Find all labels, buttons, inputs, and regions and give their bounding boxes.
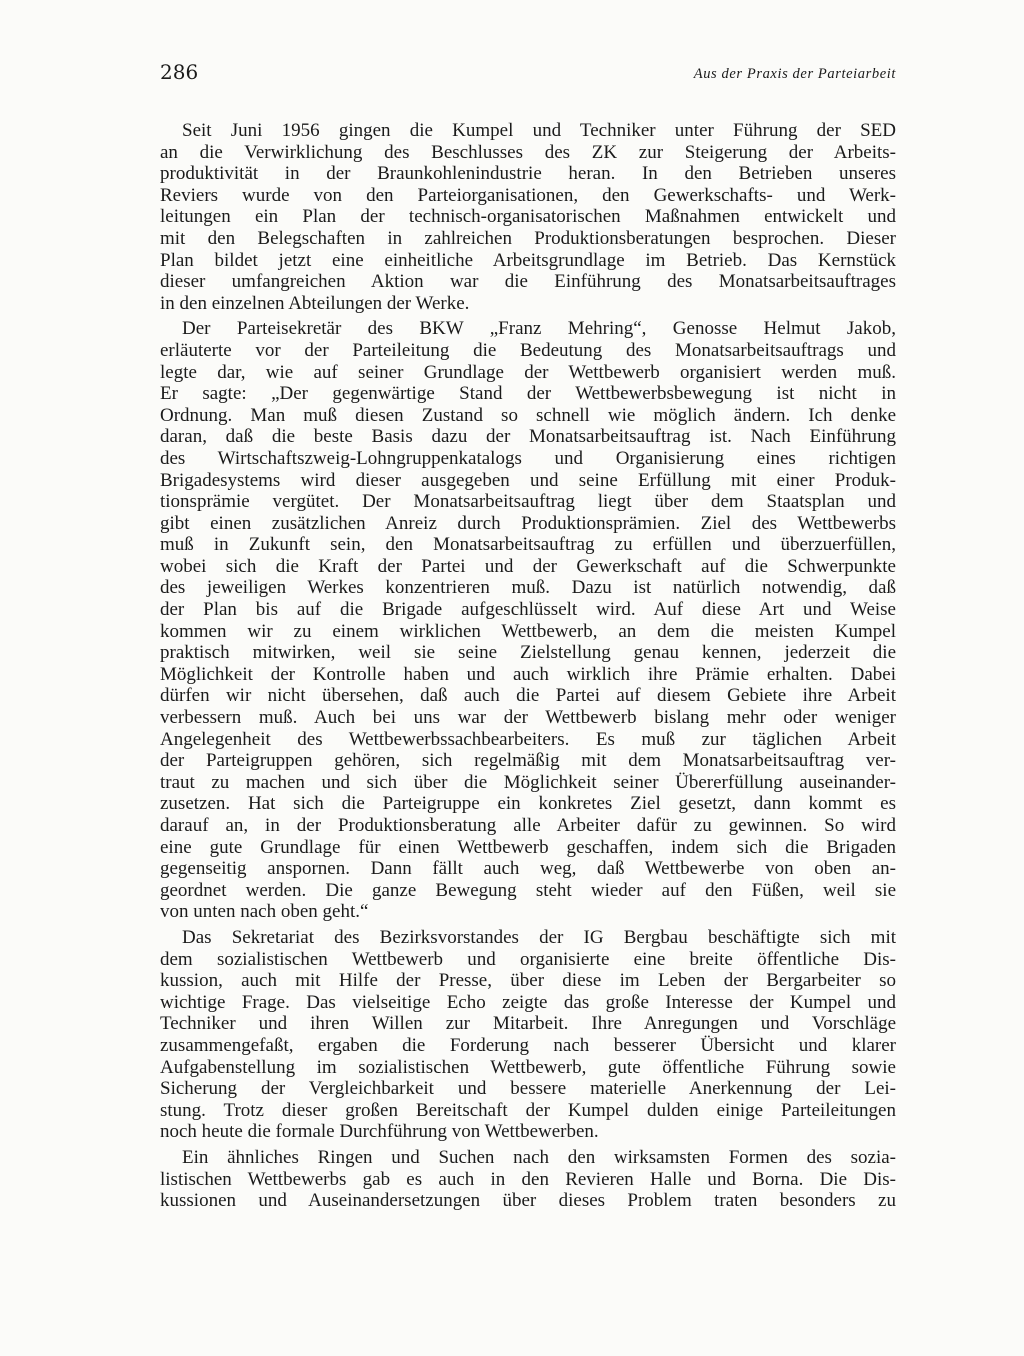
text-line: kommen wir zu einem wirklichen Wettbewerb, an dem die meisten Kumpel [160, 620, 896, 642]
text-line: zusetzen. Hat sich die Parteigruppe ein konkretes Ziel gesetzt, dann kommt es [160, 793, 896, 815]
text-line: Angelegenheit des Wettbewerbssachbearbeiters. Es muß zur täglichen Arbeit [160, 728, 896, 750]
text-line: muß in Zukunft sein, den Monatsarbeitsauftrag zu erfüllen und überzuerfüllen, [160, 534, 896, 556]
body-text [160, 120, 896, 1212]
text-line: mit den Belegschaften in zahlreichen Produktionsberatungen besprochen. Dieser [160, 227, 896, 249]
text-line: daran, daß die beste Basis dazu der Monatsarbeitsauftrag ist. Nach Einführung [160, 426, 896, 448]
paragraph [160, 120, 896, 314]
text-line: in den einzelnen Abteilungen der Werke. [160, 292, 470, 314]
running-title: Aus der Praxis der Parteiarbeit [693, 66, 896, 82]
text-line: Das Sekretariat des Bezirksvorstandes der IG Bergbau beschäftigte sich mit [182, 926, 896, 948]
text-line: verbessern muß. Auch bei uns war der Wettbewerb bislang mehr oder weniger [160, 707, 896, 729]
text-line: der Parteigruppen gehören, sich regelmäßig mit dem Monatsarbeitsauftrag ver- [160, 750, 896, 772]
text-line: dem sozialistischen Wettbewerb und organisierte eine breite öffentliche Dis- [160, 948, 896, 970]
paragraph [160, 927, 896, 1143]
text-line: Techniker und ihren Willen zur Mitarbeit. Ihre Anregungen und Vorschläge [160, 1013, 896, 1035]
text-line: gibt einen zusätzlichen Anreiz durch Produktionsprämien. Ziel des Wettbewerbs [160, 512, 896, 534]
page-number: 286 [160, 60, 199, 84]
text-line: geordnet werden. Die ganze Bewegung steht wieder auf den Füßen, weil sie [160, 879, 896, 901]
text-line: Reviers wurde von den Parteiorganisationen, den Gewerkschafts- und Werk- [160, 184, 896, 206]
text-line: noch heute die formale Durchführung von Wettbewerben. [160, 1121, 599, 1143]
text-line: Brigadesystems wird dieser ausgegeben und seine Erfüllung mit einer Produk- [160, 469, 896, 491]
text-line: praktisch mitwirken, weil sie seine Zielstellung genau kennen, jederzeit die [160, 642, 896, 664]
text-line: kussion, auch mit Hilfe der Presse, über diese im Leben der Bergarbeiter so [160, 970, 896, 992]
page-header [160, 60, 896, 90]
text-line: des jeweiligen Werkes konzentrieren muß. Dazu ist natürlich notwendig, daß [160, 577, 896, 599]
text-line: zusammengefaßt, ergaben die Forderung nach besserer Übersicht und klarer [160, 1034, 896, 1056]
text-line: produktivität in der Braunkohlenindustrie heran. In den Betrieben unseres [160, 163, 896, 185]
text-line: wichtige Frage. Das vielseitige Echo zeigte das große Interesse der Kumpel und [160, 991, 896, 1013]
text-line: kussionen und Auseinandersetzungen über dieses Problem traten besonders zu [160, 1190, 896, 1212]
text-line: leitungen ein Plan der technisch-organisatorischen Maßnahmen entwickelt und [160, 206, 896, 228]
text-line: von unten nach oben geht.“ [160, 901, 369, 923]
text-line: dürfen wir nicht übersehen, daß auch die Partei auf diesem Gebiete ihre Arbeit [160, 685, 896, 707]
text-line: stung. Trotz dieser großen Bereitschaft der Kumpel dulden einige Parteileitungen [160, 1099, 896, 1121]
text-line: Aufgabenstellung im sozialistischen Wettbewerb, gute öffentliche Führung sowie [160, 1056, 896, 1078]
text-line: Plan bildet jetzt eine einheitliche Arbeitsgrundlage im Betrieb. Das Kernstück [160, 249, 896, 271]
paragraph [160, 1147, 896, 1212]
text-line: legte dar, wie auf seiner Grundlage der Wettbewerb organisiert werden muß. [160, 361, 896, 383]
paragraph [160, 318, 896, 923]
text-line: dieser umfangreichen Aktion war die Einführung des Monatsarbeitsauftrages [160, 271, 896, 293]
text-line: wobei sich die Kraft der Partei und der Gewerkschaft auf die Schwerpunkte [160, 555, 896, 577]
text-line: listischen Wettbewerbs gab es auch in den Revieren Halle und Borna. Die Dis- [160, 1168, 896, 1190]
text-line: Er sagte: „Der gegenwärtige Stand der Wettbewerbsbewegung ist nicht in [160, 383, 896, 405]
text-line: darauf an, in der Produktionsberatung alle Arbeiter dafür zu gewinnen. So wird [160, 815, 896, 836]
text-line: des Wirtschaftszweig-Lohngruppenkatalogs und Organisierung eines richtigen [160, 447, 896, 469]
text-line: erläuterte vor der Parteileitung die Bedeutung des Monatsarbeitsauftrags und [160, 339, 896, 361]
text-line: gegenseitig anspornen. Dann fällt auch weg, daß Wettbewerbe von oben an- [160, 858, 896, 880]
text-line: tionsprämie vergütet. Der Monatsarbeitsauftrag liegt über dem Staatsplan und [160, 491, 896, 513]
text-line: Möglichkeit der Kontrolle haben und auch wirklich ihre Prämie erhalten. Dabei [160, 663, 896, 685]
text-line: Seit Juni 1956 gingen die Kumpel und Techniker unter Führung der SED [182, 120, 896, 141]
text-line: Sicherung der Vergleichbarkeit und bessere materielle Anerkennung der Lei- [160, 1078, 896, 1100]
text-line: Der Parteisekretär des BKW „Franz Mehring“, Genosse Helmut Jakob, [182, 318, 896, 340]
text-line: der Plan bis auf die Brigade aufgeschlüsselt wird. Auf diese Art und Weise [160, 599, 896, 621]
text-line: an die Verwirklichung des Beschlusses des ZK zur Steigerung der Arbeits- [160, 141, 896, 163]
text-line: Ein ähnliches Ringen und Suchen nach den wirksamsten Formen des sozia- [182, 1146, 896, 1168]
text-line: eine gute Grundlage für einen Wettbewerb geschaffen, indem sich die Brigaden [160, 836, 896, 858]
text-line: Ordnung. Man muß diesen Zustand so schnell wie möglich ändern. Ich denke [160, 404, 896, 426]
text-line: traut zu machen und sich über die Möglichkeit seiner Übererfüllung auseinander- [160, 771, 896, 793]
